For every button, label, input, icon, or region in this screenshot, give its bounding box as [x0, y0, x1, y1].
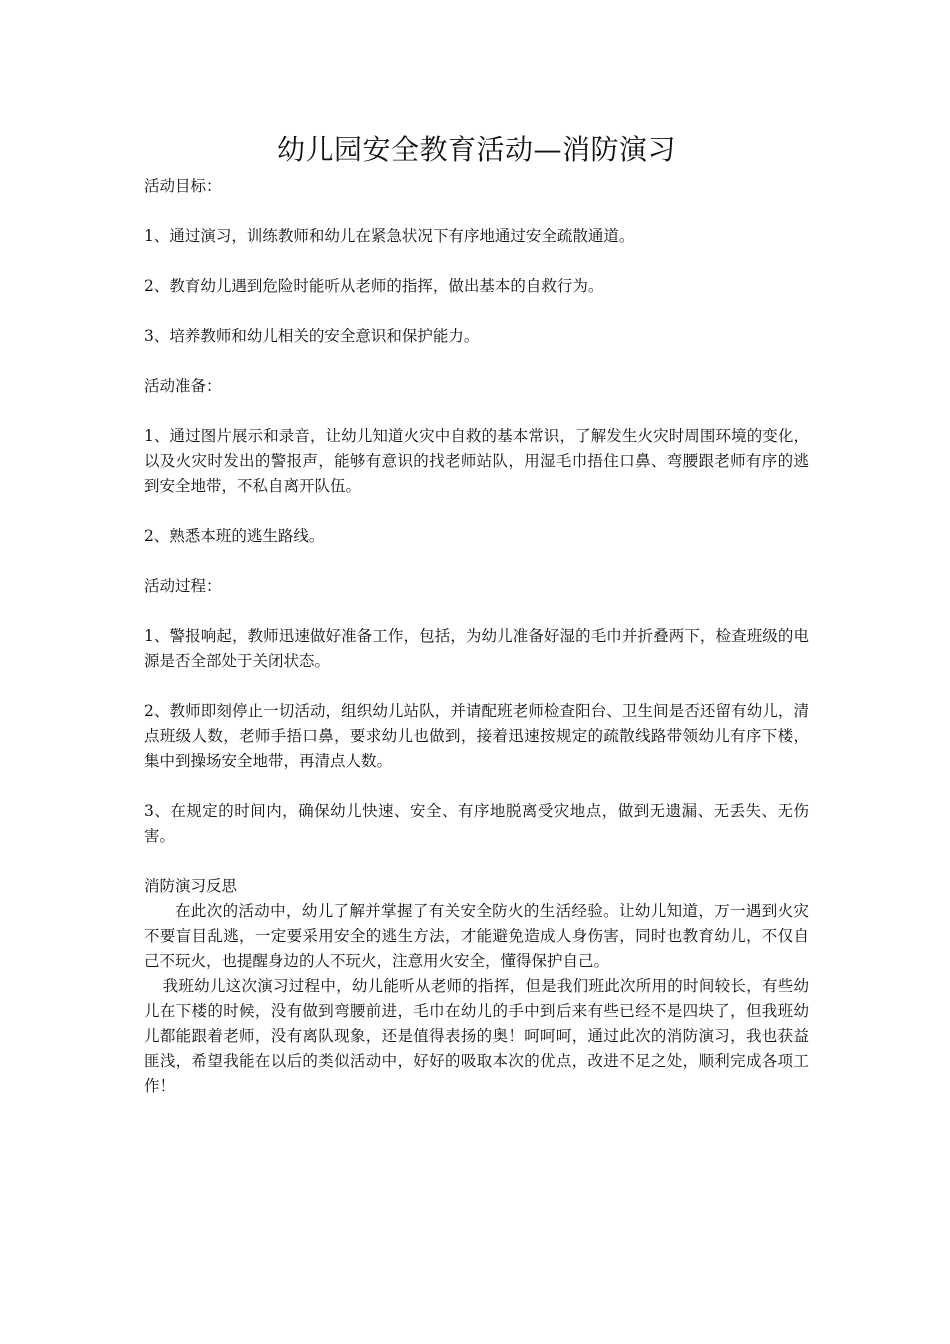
spacer [144, 499, 809, 524]
spacer [144, 299, 809, 324]
goal-item-3: 3、培养教师和幼儿相关的安全意识和保护能力。 [144, 327, 480, 345]
process-item-1: 1、警报响起，教师迅速做好准备工作，包括，为幼儿准备好湿的毛巾并折叠两下，检查班级的电源是否全部处于关闭状态。 [144, 627, 809, 670]
spacer [144, 599, 809, 624]
spacer [144, 349, 809, 374]
spacer [144, 399, 809, 424]
spacer [144, 674, 809, 699]
goal-item-2: 2、教育幼儿遇到危险时能听从老师的指挥，做出基本的自救行为。 [144, 277, 604, 295]
reflection-paragraph-1: 在此次的活动中，幼儿了解并掌握了有关安全防火的生活经验。让幼儿知道，万一遇到火灾不要盲目乱逃，一定要采用安全的逃生方法，才能避免造成人身伤害，同时也教育幼儿，不仅自己不玩火，也提醒身边的人不玩火，注意用火安全，懂得保护自己。 [144, 902, 809, 970]
process-item-2: 2、教师即刻停止一切活动，组织幼儿站队，并请配班老师检查阳台、卫生间是否还留有幼儿，清点班级人数，老师手捂口鼻，要求幼儿也做到，接着迅速按规定的疏散线路带领幼儿有序下楼，集中到操场安全地带，再清点人数。 [144, 702, 809, 770]
spacer [144, 549, 809, 574]
preparation-heading: 活动准备： [144, 377, 222, 395]
goals-heading: 活动目标： [144, 177, 222, 195]
preparation-item-1: 1、通过图片展示和录音，让幼儿知道火灾中自救的基本常识，了解发生火灾时周围环境的变化，以及火灾时发出的警报声，能够有意识的找老师站队，用湿毛巾捂住口鼻、弯腰跟老师有序的逃到安全地带，不私自离开队伍。 [144, 427, 809, 495]
reflection-paragraph-2: 我班幼儿这次演习过程中，幼儿能听从老师的指挥，但是我们班此次所用的时间较长，有些幼儿在下楼的时候，没有做到弯腰前进，毛巾在幼儿的手中到后来有些已经不是四块了，但我班幼儿都能跟着老师，没有离队现象，还是值得表扬的奥！呵呵呵，通过此次的消防演习，我也获益匪浅，希望我能在以后的类似活动中，好好的吸取本次的优点，改进不足之处，顺利完成各项工作！ [144, 977, 809, 1095]
spacer [144, 774, 809, 799]
document-content [144, 128, 809, 1099]
goal-item-1: 1、通过演习，训练教师和幼儿在紧急状况下有序地通过安全疏散通道。 [144, 227, 635, 245]
preparation-item-2: 2、熟悉本班的逃生路线。 [144, 527, 325, 545]
reflection-heading: 消防演习反思 [144, 877, 238, 895]
spacer [144, 249, 809, 274]
document-title: 幼儿园安全教育活动—消防演习 [276, 133, 676, 166]
spacer [144, 849, 809, 874]
process-heading: 活动过程： [144, 577, 222, 595]
spacer [144, 199, 809, 224]
process-item-3: 3、在规定的时间内，确保幼儿快速、安全、有序地脱离受灾地点，做到无遗漏、无丢失、无伤害。 [144, 802, 809, 845]
